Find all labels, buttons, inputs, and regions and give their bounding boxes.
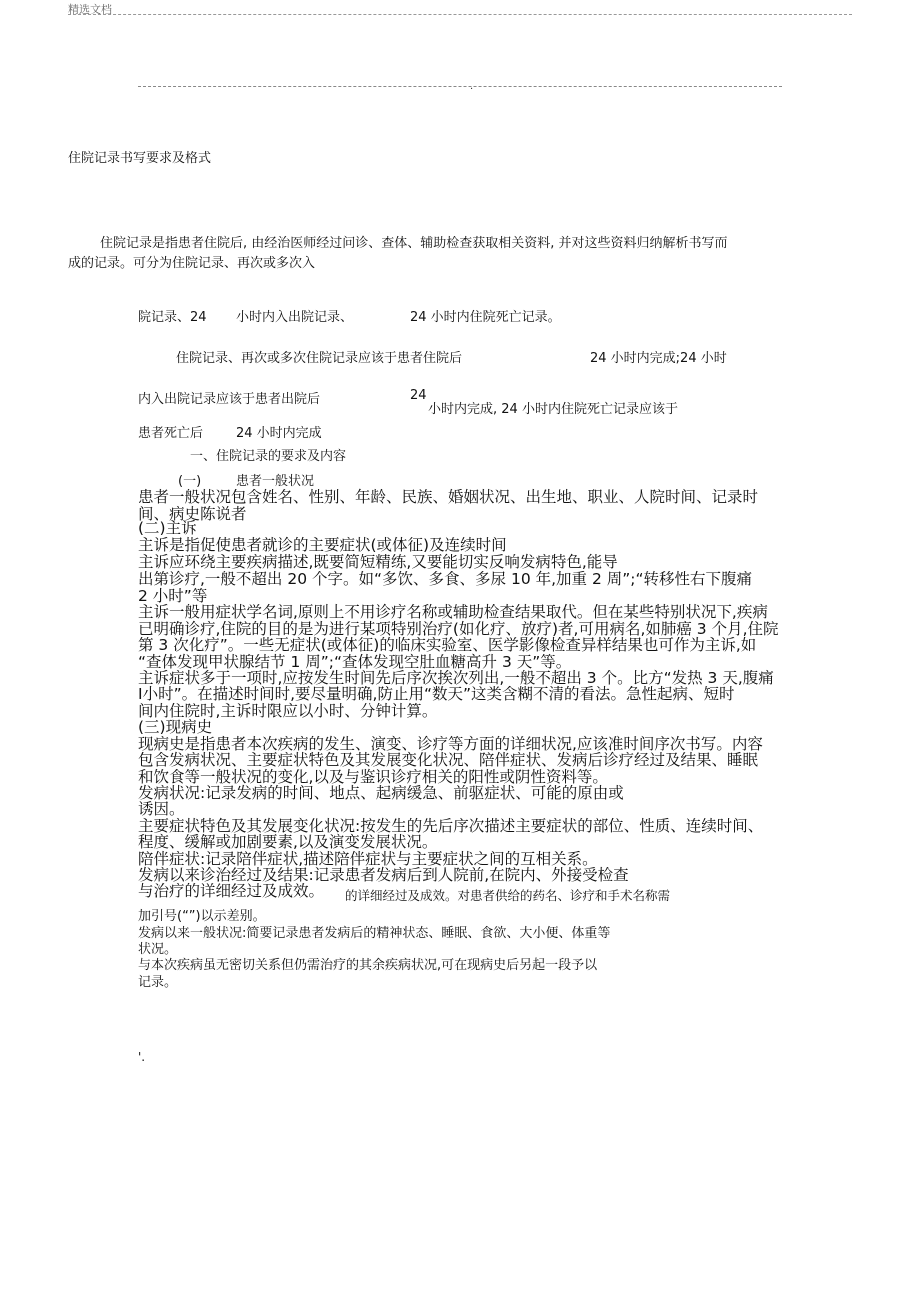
small-text-line: 与本次疾病虽无密切关系但仍需治疗的其余疾病状况,可在现病史后另起一段予以 bbox=[138, 958, 598, 973]
present-illness-line: 包含发病状况、主要症状特色及其发展变化状况、陪伴症状、发病后诊疗经过及结果、睡眠 bbox=[138, 751, 759, 769]
header-label: 精选文档 bbox=[68, 3, 112, 16]
chief-complaint-heading: (二)主诉 bbox=[138, 519, 197, 537]
treatment-tail: 的详细经过及成效。对患者供给的药名、诊疗和手术名称需 bbox=[345, 888, 671, 903]
timing-2-part-b: 24 bbox=[410, 388, 427, 403]
present-illness-line: 现病史是指患者本次疾病的发生、演变、诊疗等方面的详细状况,应该准时间序次书写。内容 bbox=[138, 735, 763, 753]
general-status-line: 患者一般状况包含姓名、性别、年龄、民族、婚姻状况、出生地、职业、人院时间、记录时 bbox=[138, 488, 759, 506]
small-text-line: 状况。 bbox=[138, 942, 178, 957]
present-illness-line: 和饮食等一般状况的变化,以及与鉴识诊疗相关的阳性或阴性资料等。 bbox=[138, 768, 608, 786]
subsection-1-title: 患者一般状况 bbox=[236, 474, 315, 489]
chief-complaint-line: 间内住院时,主诉时限应以小时、分钟计算。 bbox=[138, 702, 438, 720]
top-divider bbox=[138, 86, 782, 87]
header-divider bbox=[68, 14, 852, 15]
small-text-line: 加引号(“”)以示差别。 bbox=[138, 909, 266, 924]
present-illness-line: 诱因。 bbox=[138, 800, 185, 818]
timing-1-part-a: 住院记录、再次或多次住院记录应该于患者住院后 bbox=[176, 351, 463, 366]
present-illness-line: 发病以来诊治经过及结果:记录患者发病后到人院前,在院内、外接受检查 bbox=[138, 866, 629, 884]
present-illness-line: 主要症状特色及其发展变化状况:按发生的先后序次描述主要症状的部位、性质、连续时间、 bbox=[138, 817, 764, 835]
chief-complaint-line: 主诉症状多于一项时,应按发生时间先后序次挨次列出,一般不超出 3 个。比方“发热 3 天,腹痛 bbox=[138, 669, 774, 687]
types-part-b: 小时内入出院记录、 bbox=[236, 310, 354, 325]
chief-complaint-line: 2 小时”等 bbox=[138, 587, 208, 605]
chief-complaint-line: 主诉应环绕主要疾病描述,既要简短精练,又要能切实反响发病特色,能导 bbox=[138, 553, 618, 571]
chief-complaint-line: 已明确诊疗,住院的目的是为进行某项特别治疗(如化疗、放疗)者,可用病名,如肺癌 3 个月,住院 bbox=[138, 620, 779, 638]
timing-2-part-a: 内入出院记录应该于患者出院后 bbox=[138, 392, 321, 407]
chief-complaint-line: Ⅰ小时”。在描述时间时,要尽量明确,防止用“数天”这类含糊不清的看法。急性起病、短时 bbox=[138, 685, 735, 703]
subsection-1-number: (一) bbox=[178, 474, 202, 489]
timing-2-part-c: 小时内完成, 24 小时内住院死亡记录应该于 bbox=[428, 402, 678, 417]
chief-complaint-line: “查体发现甲状腺结节 1 周”;“查体发现空肚血糖高升 3 天”等。 bbox=[138, 653, 572, 671]
present-illness-line: 与治疗的详细经过及成效。 bbox=[138, 882, 325, 900]
chief-complaint-line: 主诉是指促使患者就诊的主要症状(或体征)及连续时间 bbox=[138, 536, 507, 554]
chief-complaint-line: 出第诊疗,一般不超出 20 个字。如“多饮、多食、多尿 10 年,加重 2 周”;“转移性右下腹痛 bbox=[138, 570, 753, 588]
types-part-a: 院记录、24 bbox=[138, 310, 207, 325]
small-text-line: 发病以来一般状况:简要记录患者发病后的精神状态、睡眠、食欲、大小便、体重等 bbox=[138, 926, 611, 941]
types-part-c: 24 小时内住院死亡记录。 bbox=[410, 310, 561, 325]
present-illness-line: 陪伴症状:记录陪伴症状,描述陪伴症状与主要症状之间的互相关系。 bbox=[138, 850, 598, 868]
intro-line-2: 成的记录。可分为住院记录、再次或多次入 bbox=[68, 256, 316, 271]
timing-3-part-a: 患者死亡后 bbox=[138, 426, 204, 441]
present-illness-line: 程度、缓解或加剧要素,以及演变发展状况。 bbox=[138, 833, 438, 851]
chief-complaint-line: 第 3 次化疗”。一些无症状(或体征)的临床实验室、医学影像检查异样结果也可作为主诉,如 bbox=[138, 636, 757, 654]
general-status-line: 间、病史陈说者 bbox=[138, 505, 247, 523]
intro-line-1: 住院记录是指患者住院后, 由经治医师经过问诊、查体、辅助检查获取相关资料, 并对这些资料归纳解析书写而 bbox=[100, 236, 728, 251]
top-dot: · bbox=[470, 84, 474, 95]
timing-3-part-b: 24 小时内完成 bbox=[236, 426, 322, 441]
small-text-line: 记录。 bbox=[138, 975, 178, 990]
present-illness-line: 发病状况:记录发病的时间、地点、起病缓急、前驱症状、可能的原由或 bbox=[138, 784, 624, 802]
present-illness-heading: (三)现病史 bbox=[138, 718, 213, 736]
chief-complaint-line: 主诉一般用症状学名词,原则上不用诊疗名称或辅助检查结果取代。但在某些特别状况下,疾病 bbox=[138, 603, 768, 621]
timing-1-part-b: 24 小时内完成;24 小时 bbox=[590, 351, 727, 366]
page-title: 住院记录书写要求及格式 bbox=[68, 151, 212, 166]
section-one-heading: 一、住院记录的要求及内容 bbox=[190, 449, 347, 464]
end-mark: '. bbox=[138, 1050, 146, 1064]
